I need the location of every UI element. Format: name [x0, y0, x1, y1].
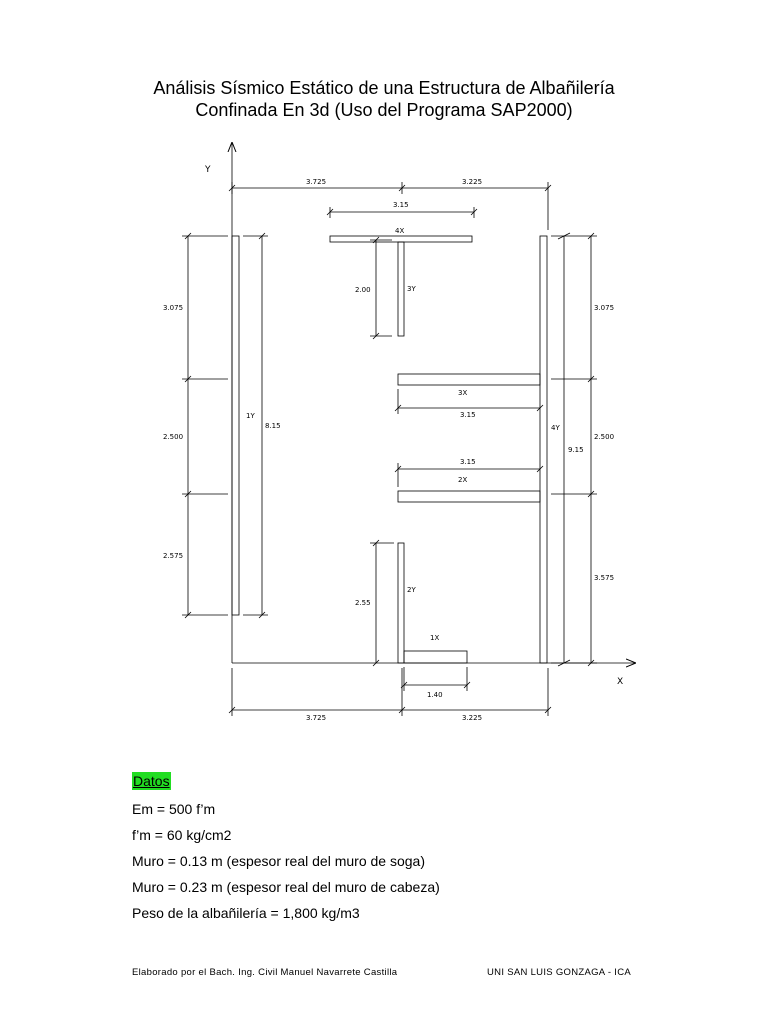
datos-item: Muro = 0.23 m (espesor real del muro de cabeza) [132, 879, 440, 895]
dim-right-top: 3.075 [594, 304, 615, 312]
datos-item: f’m = 60 kg/cm2 [132, 827, 232, 843]
dim-bottom-right: 3.225 [462, 714, 483, 722]
wall-3y [398, 242, 404, 336]
dim-right-mid: 2.500 [594, 433, 615, 441]
dim-wall-3y: 2.00 [355, 286, 371, 294]
dim-wall-2x: 3.15 [460, 458, 476, 466]
label-wall-3y: 3Y [407, 285, 416, 293]
footer-author: Elaborado por el Bach. Ing. Civil Manuel Navarrete Castilla [132, 967, 398, 978]
dim-left-bottom: 2.575 [163, 552, 184, 560]
wall-1y [232, 236, 239, 615]
dim-left-mid: 2.500 [163, 433, 184, 441]
label-wall-1y: 1Y [246, 412, 255, 420]
label-wall-2x: 2X [458, 476, 468, 484]
label-wall-1x: 1X [430, 634, 440, 642]
dim-top-right: 3.225 [462, 178, 483, 186]
dim-wall-2y: 2.55 [355, 599, 371, 607]
dim-bottom-left: 3.725 [306, 714, 327, 722]
wall-4y [540, 236, 547, 663]
footer-institution: UNI SAN LUIS GONZAGA - ICA [487, 967, 631, 978]
wall-2y [398, 543, 404, 663]
label-wall-4x: 4X [395, 227, 405, 235]
datos-heading: Datos [133, 773, 170, 789]
wall-2x [398, 491, 540, 502]
y-axis-label: Y [205, 165, 211, 175]
label-wall-3x: 3X [458, 389, 468, 397]
dim-left-top: 3.075 [163, 304, 184, 312]
label-wall-4y: 4Y [551, 424, 560, 432]
dim-wall-1y: 8.15 [265, 422, 281, 430]
wall-1x [404, 651, 467, 663]
dim-wall-1x: 1.40 [427, 691, 443, 699]
label-wall-2y: 2Y [407, 586, 416, 594]
x-axis-label: X [617, 677, 624, 687]
datos-item: Peso de la albañilería = 1,800 kg/m3 [132, 905, 360, 921]
dim-wall-3x: 3.15 [460, 411, 476, 419]
datos-item: Em = 500 f’m [132, 801, 216, 817]
wall-4x [330, 236, 472, 242]
page-title-line-1: Análisis Sísmico Estático de una Estructura de Albañilería [153, 78, 615, 98]
dim-top-left: 3.725 [306, 178, 327, 186]
dim-wall-4x: 3.15 [393, 201, 409, 209]
dim-right-bottom: 3.575 [594, 574, 615, 582]
wall-3x [398, 374, 540, 385]
datos-item: Muro = 0.13 m (espesor real del muro de soga) [132, 853, 425, 869]
page-title-line-2: Confinada En 3d (Uso del Programa SAP2000) [195, 100, 573, 120]
dim-wall-4y: 9.15 [568, 446, 584, 454]
